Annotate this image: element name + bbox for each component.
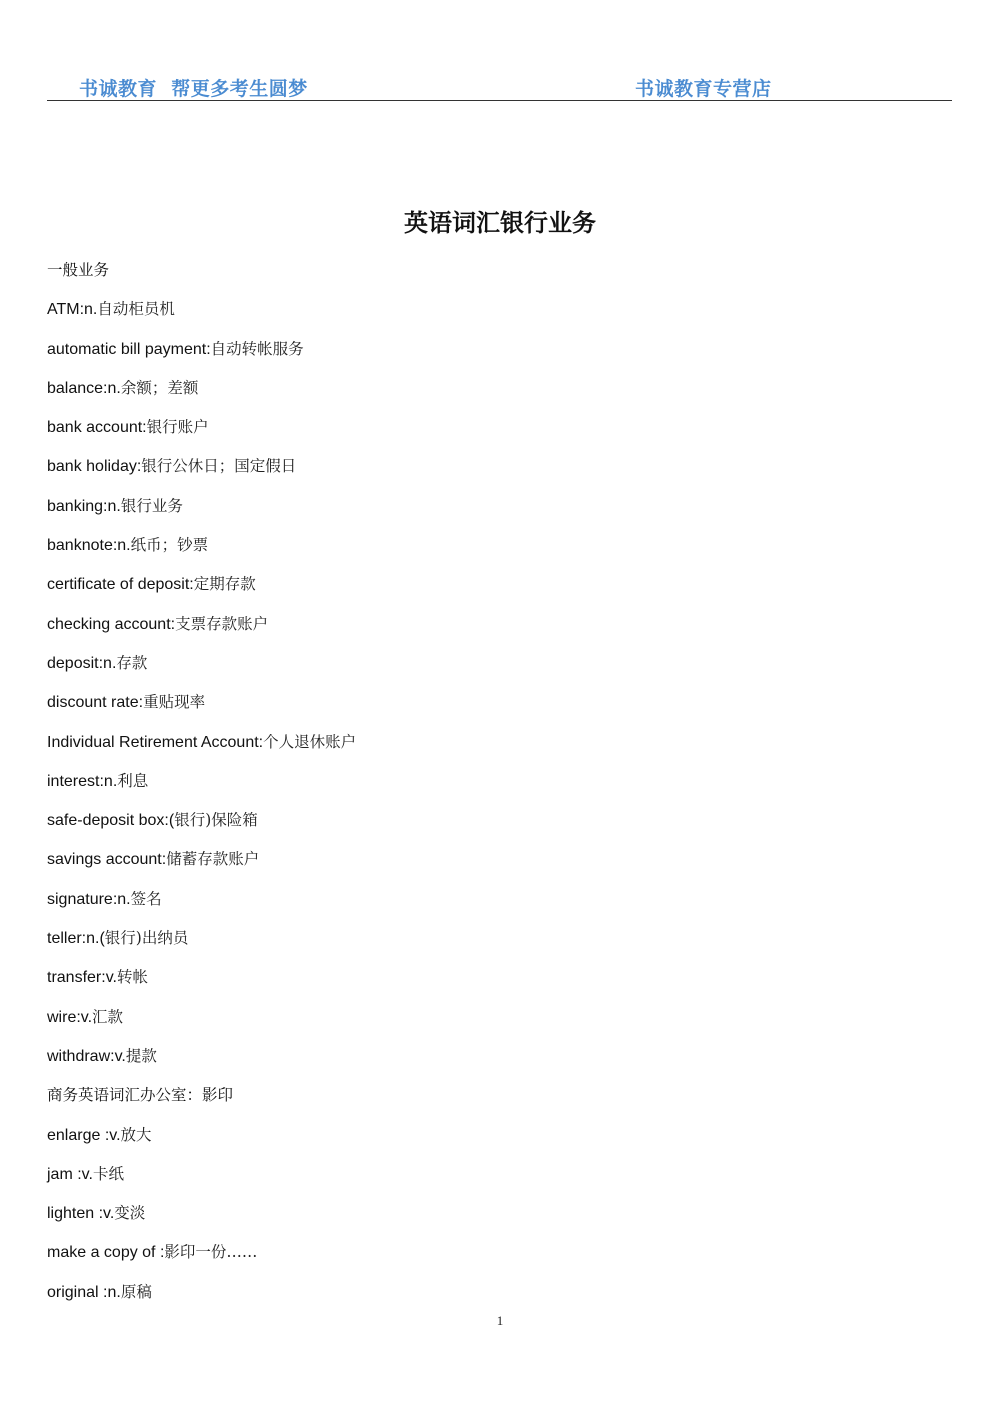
vocab-entry xyxy=(47,1005,356,1044)
vocab-gloss: 重贴现率 xyxy=(143,693,206,712)
vocab-entry xyxy=(47,887,356,926)
vocab-term: wire:v. xyxy=(47,1008,93,1026)
vocab-term: original :n. xyxy=(47,1283,121,1301)
vocab-entry xyxy=(47,494,356,533)
vocab-term: ATM:n. xyxy=(47,301,98,319)
vocab-gloss: 定期存款 xyxy=(193,575,256,594)
vocab-term: banking:n. xyxy=(47,497,121,515)
vocab-term: automatic bill payment: xyxy=(47,340,211,358)
vocab-gloss: 签名 xyxy=(130,889,162,908)
vocab-gloss: 支票存款账户 xyxy=(175,614,269,633)
vocab-gloss: 储蓄存款账户 xyxy=(166,850,260,869)
vocab-gloss: 存款 xyxy=(116,653,148,672)
vocab-gloss: 银行)保险箱 xyxy=(174,811,258,830)
vocab-gloss: 原稿 xyxy=(120,1282,152,1301)
vocab-entry xyxy=(47,1044,356,1083)
vocab-term: bank holiday: xyxy=(47,458,142,476)
vocab-entry xyxy=(47,572,356,611)
vocab-term: interest:n. xyxy=(47,772,118,790)
vocab-gloss: 银行)出纳员 xyxy=(104,929,189,948)
vocab-term: lighten :v. xyxy=(47,1205,115,1223)
vocab-term: balance:n. xyxy=(47,379,121,397)
vocab-entry xyxy=(47,1201,356,1240)
vocab-entry xyxy=(47,965,356,1004)
document-title: 英语词汇银行业务 xyxy=(404,208,596,237)
vocab-gloss: 银行账户 xyxy=(146,418,209,437)
vocab-term: certificate of deposit: xyxy=(47,576,194,594)
vocab-term: signature:n. xyxy=(47,890,131,908)
vocab-entry xyxy=(47,1240,356,1279)
header-slogan: 书诚教育 帮更多考生圆梦 xyxy=(79,78,308,100)
vocab-gloss: 影印一份…… xyxy=(164,1243,258,1262)
vocab-entry xyxy=(47,651,356,690)
vocab-gloss: 银行公休日；国定假日 xyxy=(141,457,297,476)
vocab-term: withdraw:v. xyxy=(47,1047,126,1065)
vocab-term: deposit:n. xyxy=(47,654,117,672)
vocab-entry xyxy=(47,297,356,336)
vocab-term: safe-deposit box:( xyxy=(47,812,175,830)
vocab-gloss: 汇款 xyxy=(92,1007,124,1026)
vocab-term: 商务英语词汇办公室：影印 xyxy=(47,1086,234,1105)
header-store-name: 书诚教育专营店 xyxy=(635,78,772,100)
vocab-gloss: 卡纸 xyxy=(92,1164,124,1183)
vocab-term: checking account: xyxy=(47,615,176,633)
vocab-entry xyxy=(47,337,356,376)
vocab-entry xyxy=(47,1123,356,1162)
vocab-entry xyxy=(47,847,356,886)
vocab-gloss: 放大 xyxy=(120,1125,152,1144)
vocab-term: jam :v. xyxy=(47,1165,93,1183)
vocab-term: enlarge :v. xyxy=(47,1126,121,1144)
vocab-gloss: 余额；差额 xyxy=(120,378,199,397)
vocab-gloss: 转帐 xyxy=(116,968,148,987)
vocab-term: transfer:v. xyxy=(47,969,117,987)
vocab-term: bank account: xyxy=(47,419,147,437)
vocab-term: 一般业务 xyxy=(47,261,110,279)
vocab-term: teller:n.( xyxy=(47,930,105,948)
vocab-entry xyxy=(47,1083,356,1122)
vocabulary-list xyxy=(47,258,356,1319)
vocab-entry xyxy=(47,1162,356,1201)
vocab-gloss: 纸币；钞票 xyxy=(130,536,209,555)
vocab-entry xyxy=(47,808,356,847)
vocab-entry xyxy=(47,769,356,808)
vocab-entry xyxy=(47,415,356,454)
vocab-term: banknote:n. xyxy=(47,537,131,555)
page-number: 1 xyxy=(496,1313,504,1328)
vocab-entry xyxy=(47,926,356,965)
vocab-entry xyxy=(47,730,356,769)
vocab-term: make a copy of : xyxy=(47,1244,165,1262)
page-header xyxy=(47,72,952,101)
vocab-gloss: 提款 xyxy=(125,1046,157,1065)
vocab-gloss: 银行业务 xyxy=(120,496,183,515)
vocab-entry xyxy=(47,612,356,651)
vocab-term: discount rate: xyxy=(47,694,144,712)
vocab-gloss: 利息 xyxy=(117,771,149,790)
vocab-term: savings account: xyxy=(47,851,167,869)
vocab-entry xyxy=(47,690,356,729)
vocab-gloss: 个人退休账户 xyxy=(263,732,357,751)
vocab-gloss: 自动柜员机 xyxy=(97,300,175,319)
vocab-entry xyxy=(47,454,356,493)
vocab-term: Individual Retirement Account: xyxy=(47,733,264,751)
vocab-entry xyxy=(47,258,356,297)
vocab-gloss: 变淡 xyxy=(114,1204,146,1223)
vocab-entry xyxy=(47,533,356,572)
vocab-entry xyxy=(47,376,356,415)
vocab-gloss: 自动转帐服务 xyxy=(210,339,304,358)
